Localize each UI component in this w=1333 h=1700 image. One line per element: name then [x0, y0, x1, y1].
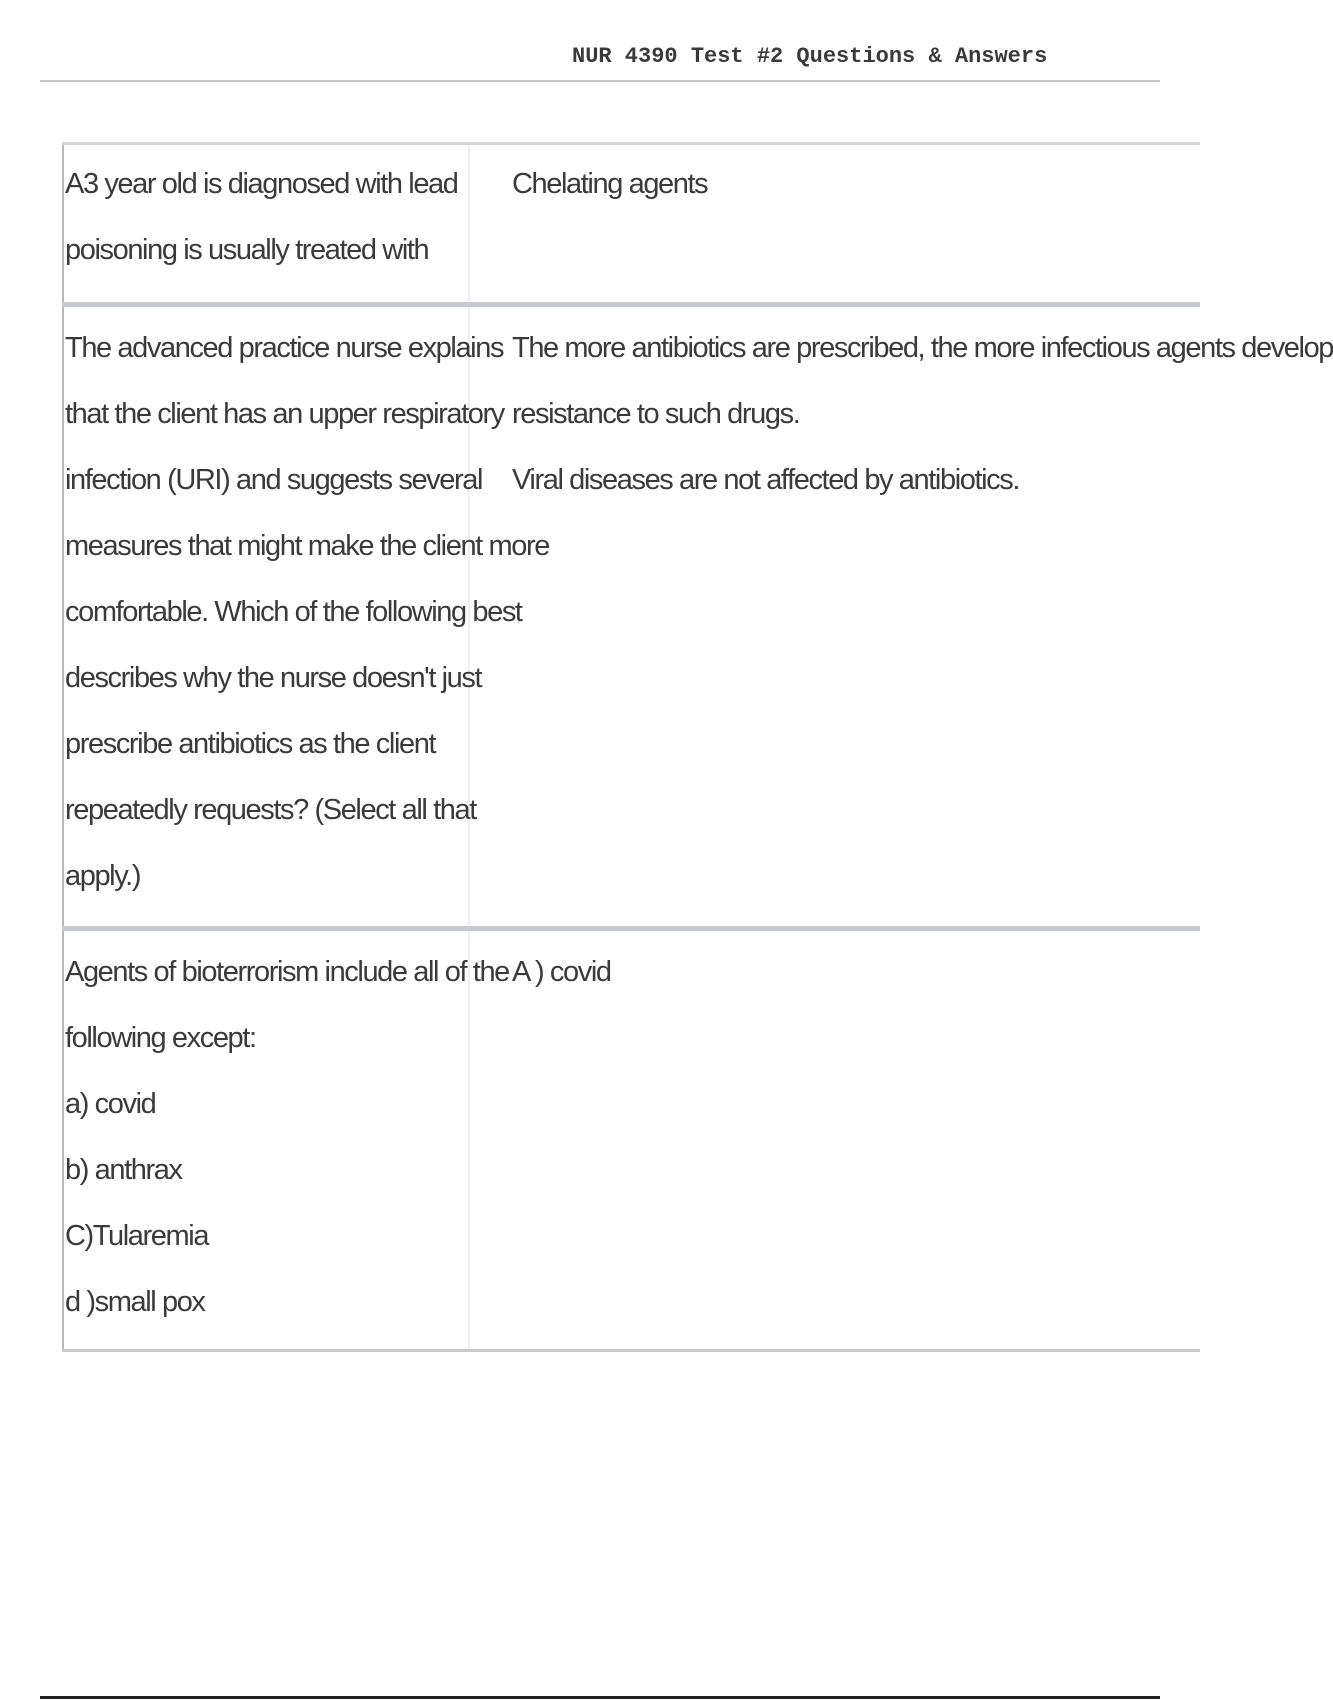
- question-line: a) covid: [65, 1088, 156, 1120]
- question-line: infection (URI) and suggests several: [65, 464, 483, 496]
- question-line: describes why the nurse doesn't just: [65, 662, 482, 694]
- answer-line: resistance to such drugs.: [512, 398, 800, 430]
- question-line: measures that might make the client more: [65, 530, 549, 562]
- answer-line: A ) covid: [512, 956, 611, 988]
- question-line: apply.): [65, 860, 141, 892]
- answer-line: Viral diseases are not affected by antibiotics.: [512, 464, 1020, 496]
- answer-cell: [469, 144, 1200, 305]
- answer-line: The more antibiotics are prescribed, the more infectious agents develop: [512, 332, 1333, 364]
- question-line: b) anthrax: [65, 1154, 182, 1186]
- answer-line: Chelating agents: [512, 168, 708, 200]
- question-line: following except:: [65, 1022, 256, 1054]
- question-line: The advanced practice nurse explains: [65, 332, 504, 364]
- page-header: [40, 0, 1160, 82]
- question-line: A3 year old is diagnosed with lead: [65, 168, 458, 200]
- question-line: poisoning is usually treated with: [65, 234, 429, 266]
- question-line: comfortable. Which of the following best: [65, 596, 522, 628]
- question-line: d )small pox: [65, 1286, 205, 1318]
- question-line: Agents of bioterrorism include all of the: [65, 956, 509, 988]
- footer-rule: [40, 1696, 1160, 1699]
- answer-cell: [469, 929, 1200, 1351]
- table-row: [63, 305, 1200, 929]
- table-row: [63, 144, 1200, 305]
- question-cell: [63, 144, 469, 305]
- question-line: C)Tularemia: [65, 1220, 209, 1252]
- question-cell: [63, 929, 509, 1351]
- qa-table: [62, 142, 1333, 1352]
- question-cell: [63, 305, 549, 929]
- question-line: that the client has an upper respiratory: [65, 398, 504, 430]
- question-line: prescribe antibiotics as the client: [65, 728, 436, 760]
- question-line: repeatedly requests? (Select all that: [65, 794, 476, 826]
- document-title: NUR 4390 Test #2 Questions & Answers: [572, 44, 1048, 69]
- answer-cell: [469, 305, 1333, 929]
- table-row: [63, 929, 1200, 1351]
